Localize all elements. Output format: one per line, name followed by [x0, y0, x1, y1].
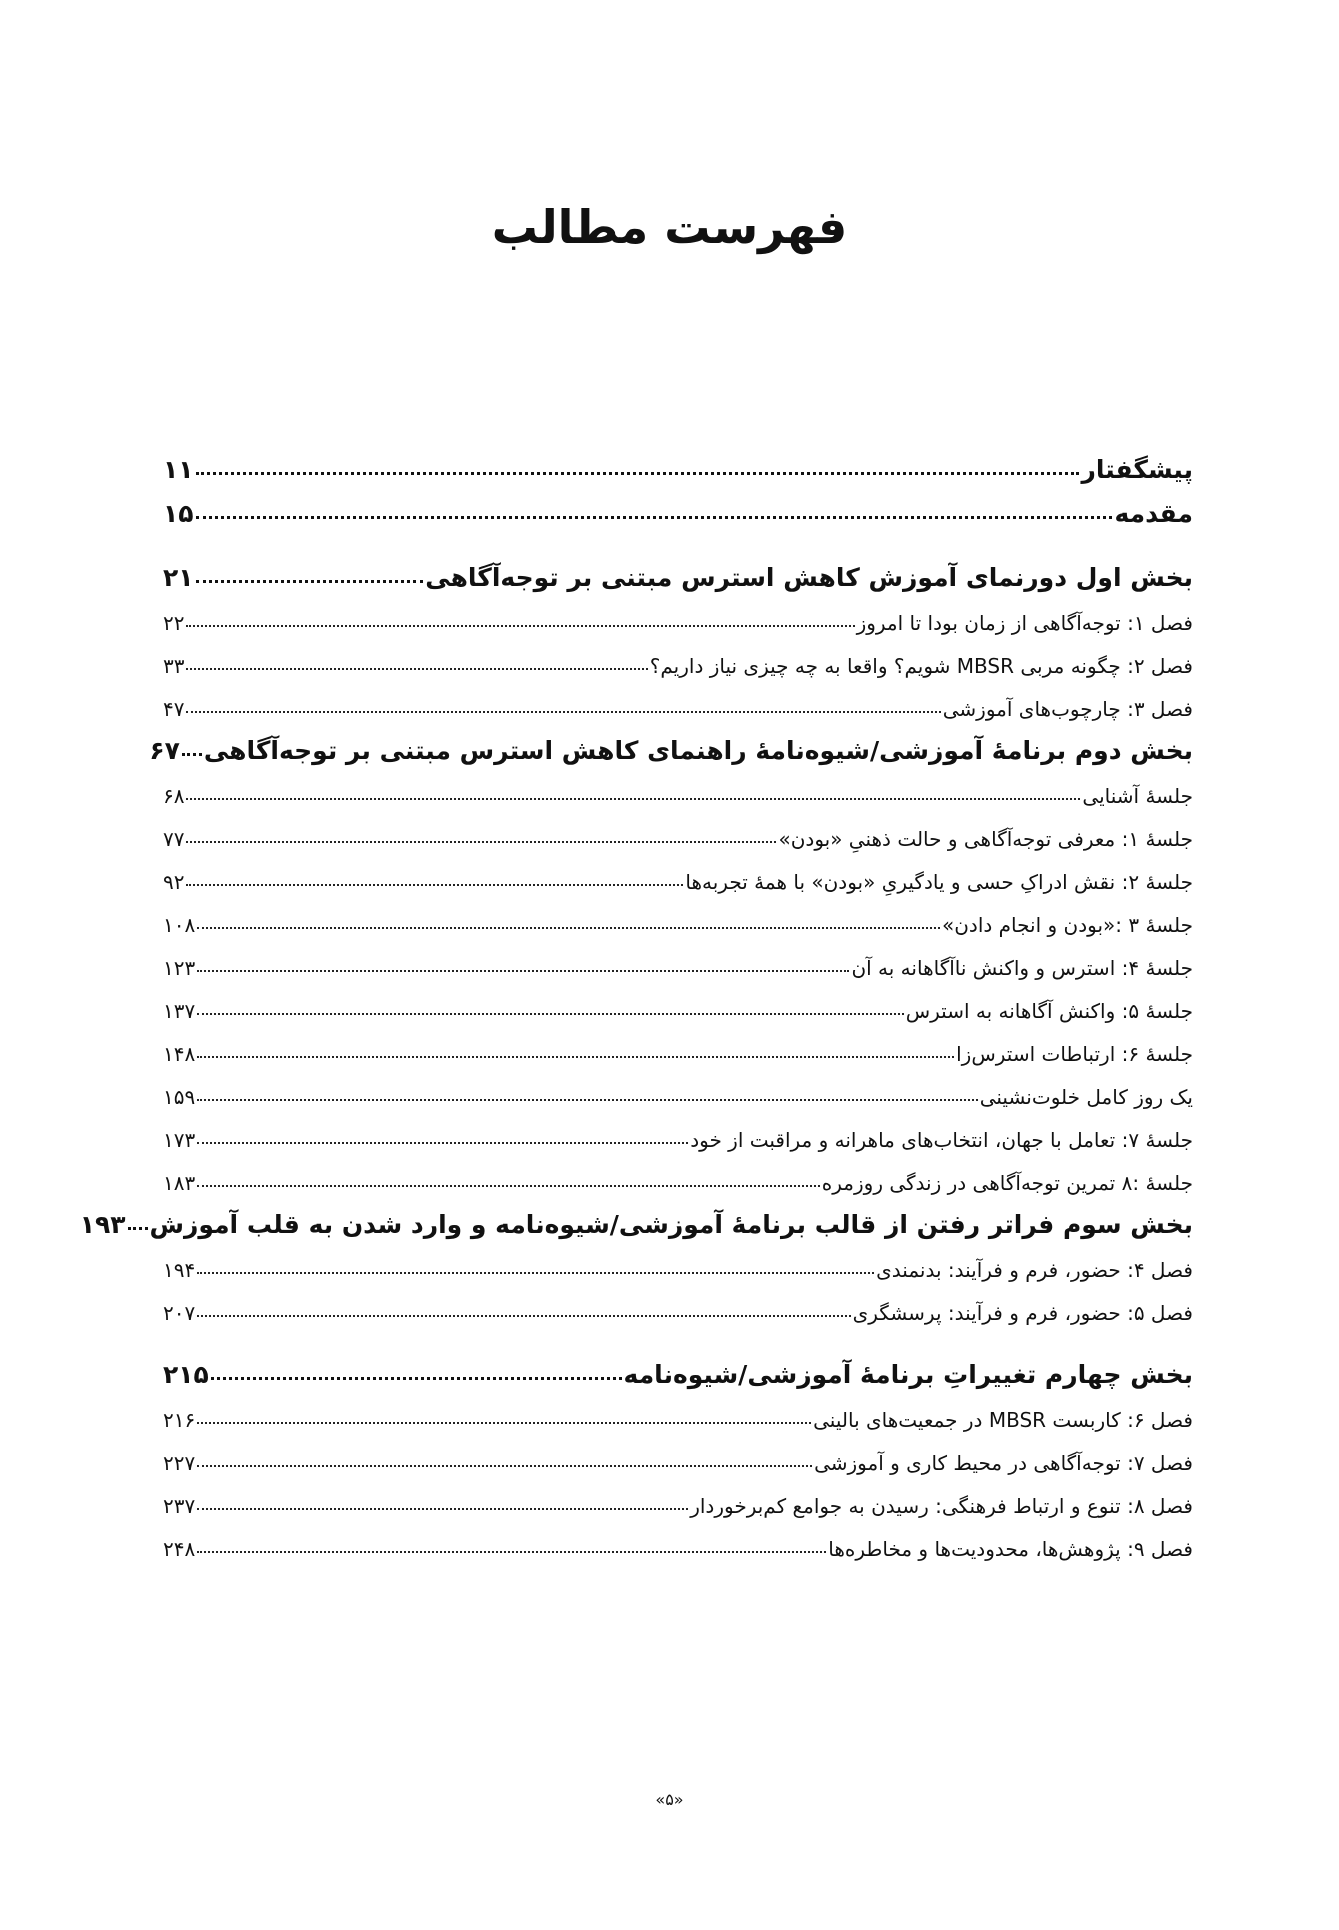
dot-leader	[197, 927, 940, 929]
toc-section-label: بخش دوم برنامۀ آموزشی/شیوه‌نامۀ راهنمای کاهش استرس مبتنی بر توجه‌آگاهی	[203, 736, 1193, 765]
toc-entry	[163, 635, 1193, 678]
toc-entry	[163, 1389, 1193, 1432]
dot-leader	[182, 753, 202, 756]
dot-leader	[197, 970, 849, 972]
toc-entry-label: جلسۀ :۸ تمرین توجه‌آگاهی در زندگی روزمره	[821, 1171, 1193, 1195]
toc-section-4	[163, 1345, 1193, 1389]
toc-entry-page: ۱۸۳	[163, 1171, 196, 1195]
dot-leader	[196, 472, 1080, 475]
toc-entry	[163, 851, 1193, 894]
toc-entry-label: فصل ۷: توجه‌آگاهی در محیط کاری و آموزشی	[814, 1451, 1193, 1475]
dot-leader	[197, 1185, 820, 1187]
dot-leader	[186, 884, 683, 886]
toc-entry-label: مقدمه	[1114, 499, 1193, 528]
toc-entry	[163, 980, 1193, 1023]
toc-entry-label: فصل ۶: کاربست MBSR در جمعیت‌های بالینی	[813, 1408, 1193, 1432]
toc-entry	[163, 1152, 1193, 1195]
toc-entry	[163, 592, 1193, 635]
toc-entry-page: ۱۱	[163, 455, 194, 484]
dot-leader	[211, 1377, 622, 1380]
dot-leader	[197, 1272, 874, 1274]
toc-entry-page: ۱۰۸	[163, 913, 196, 937]
toc-entry-introduction	[163, 484, 1193, 528]
toc-entry-page: ۱۷۳	[163, 1128, 196, 1152]
toc-entry-page: ۲۲۷	[163, 1451, 196, 1475]
dot-leader	[197, 1013, 903, 1015]
dot-leader	[197, 1099, 977, 1101]
dot-leader	[186, 711, 940, 713]
toc-entry-page: ۴۷	[163, 697, 185, 721]
toc-entry-page: ۱۴۸	[163, 1042, 196, 1066]
dot-leader	[196, 516, 1113, 519]
toc-entry	[163, 894, 1193, 937]
toc-entry-page: ۹۲	[163, 870, 185, 894]
toc-entry-page: ۲۰۷	[163, 1301, 196, 1325]
page-title: فهرست مطالب	[491, 200, 848, 254]
toc-entry-label: جلسۀ ۲: نقش ادراکِ حسی و یادگیریِ «بودن» با همۀ تجربه‌ها	[685, 870, 1193, 894]
toc-section-page: ۶۷	[149, 736, 180, 765]
dot-leader	[186, 625, 854, 627]
toc-entry	[163, 1066, 1193, 1109]
toc-section-label: بخش چهارم تغییراتِ برنامۀ آموزشی/شیوه‌نامه	[623, 1360, 1193, 1389]
dot-leader	[128, 1227, 148, 1230]
toc-entry-label: فصل ۳: چارچوب‌های آموزشی	[942, 697, 1193, 721]
dot-leader	[186, 668, 647, 670]
toc-entry-label: جلسۀ ۵: واکنش آگاهانه به استرس	[905, 999, 1193, 1023]
toc-entry-page: ۱۵	[163, 499, 194, 528]
toc-section-3	[79, 1195, 1193, 1239]
toc-entry	[163, 1282, 1193, 1325]
toc-entry-page: ۲۱۶	[163, 1408, 196, 1432]
toc-section-page: ۲۱	[163, 563, 194, 592]
dot-leader	[186, 841, 776, 843]
toc-entry-label: فصل ۱: توجه‌آگاهی از زمان بودا تا امروز	[856, 611, 1193, 635]
toc-entry-label: جلسۀ آشنایی	[1082, 784, 1193, 808]
toc-entry-page: ۱۳۷	[163, 999, 196, 1023]
dot-leader	[197, 1142, 688, 1144]
dot-leader	[186, 798, 1080, 800]
toc-entry-page: ۲۴۸	[163, 1537, 196, 1561]
toc-entry-page: ۲۳۷	[163, 1494, 196, 1518]
dot-leader	[196, 580, 424, 583]
toc-entry-page: ۷۷	[163, 827, 185, 851]
toc-section-label: بخش سوم فراتر رفتن از قالب برنامۀ آموزشی/شیوه‌نامه و وارد شدن به قلب آموزش	[149, 1210, 1193, 1239]
dot-leader	[197, 1551, 826, 1553]
toc-entry	[163, 765, 1193, 808]
toc-section-page: ۲۱۵	[163, 1360, 209, 1389]
toc-entry-page: ۲۲	[163, 611, 185, 635]
toc-entry-label: جلسۀ ۶: ارتباطات استرس‌زا	[956, 1042, 1193, 1066]
toc-entry	[163, 1109, 1193, 1152]
toc-entry-label: جلسۀ ۷: تعامل با جهان، انتخاب‌های ماهرانه و مراقبت از خود	[690, 1128, 1193, 1152]
dot-leader	[197, 1056, 954, 1058]
toc-entry-label: جلسۀ ۱: معرفی توجه‌آگاهی و حالت ذهنیِ «بودن»	[778, 827, 1193, 851]
toc-entry-label: فصل ۴: حضور، فرم و فرآیند: بدنمندی	[876, 1258, 1193, 1282]
toc-section-2	[149, 721, 1193, 765]
toc-entry	[163, 937, 1193, 980]
toc-entry-label: فصل ۹: پژوهش‌ها، محدودیت‌ها و مخاطره‌ها	[828, 1537, 1193, 1561]
dot-leader	[197, 1508, 688, 1510]
toc-entry-label: جلسۀ ۳ :«بودن و انجام دادن»	[941, 913, 1193, 937]
toc-entry-page: ۱۵۹	[163, 1085, 196, 1109]
table-of-contents	[79, 440, 1193, 1561]
toc-entry	[163, 808, 1193, 851]
toc-entry-page: ۱۹۴	[163, 1258, 196, 1282]
toc-entry-preface	[163, 440, 1193, 484]
dot-leader	[197, 1422, 811, 1424]
toc-entry	[163, 1518, 1193, 1561]
toc-entry	[163, 1239, 1193, 1282]
toc-entry-label: فصل ۸: تنوع و ارتباط فرهنگی: رسیدن به جوامع کم‌برخوردار	[690, 1494, 1193, 1518]
toc-entry-page: ۶۸	[163, 784, 185, 808]
toc-section-label: بخش اول دورنمای آموزش کاهش استرس مبتنی بر توجه‌آگاهی	[425, 563, 1193, 592]
toc-entry-label: فصل ۲: چگونه مربی MBSR شویم؟ واقعا به چه چیزی نیاز داریم؟	[649, 654, 1193, 678]
toc-entry-label: جلسۀ ۴: استرس و واکنش ناآگاهانه به آن	[851, 956, 1193, 980]
toc-entry	[163, 1023, 1193, 1066]
toc-section-page: ۱۹۳	[79, 1210, 126, 1239]
page-number: «۵»	[655, 1790, 684, 1809]
toc-section-1	[163, 548, 1193, 592]
toc-entry	[163, 678, 1193, 721]
toc-entry	[163, 1475, 1193, 1518]
toc-entry	[163, 1432, 1193, 1475]
dot-leader	[197, 1315, 850, 1317]
toc-entry-page: ۳۳	[163, 654, 185, 678]
toc-entry-label: فصل ۵: حضور، فرم و فرآیند: پرسشگری	[852, 1301, 1193, 1325]
toc-entry-page: ۱۲۳	[163, 956, 196, 980]
toc-entry-label: یک روز کامل خلوت‌نشینی	[979, 1085, 1193, 1109]
dot-leader	[197, 1465, 812, 1467]
toc-entry-label: پیشگفتار	[1081, 455, 1193, 484]
